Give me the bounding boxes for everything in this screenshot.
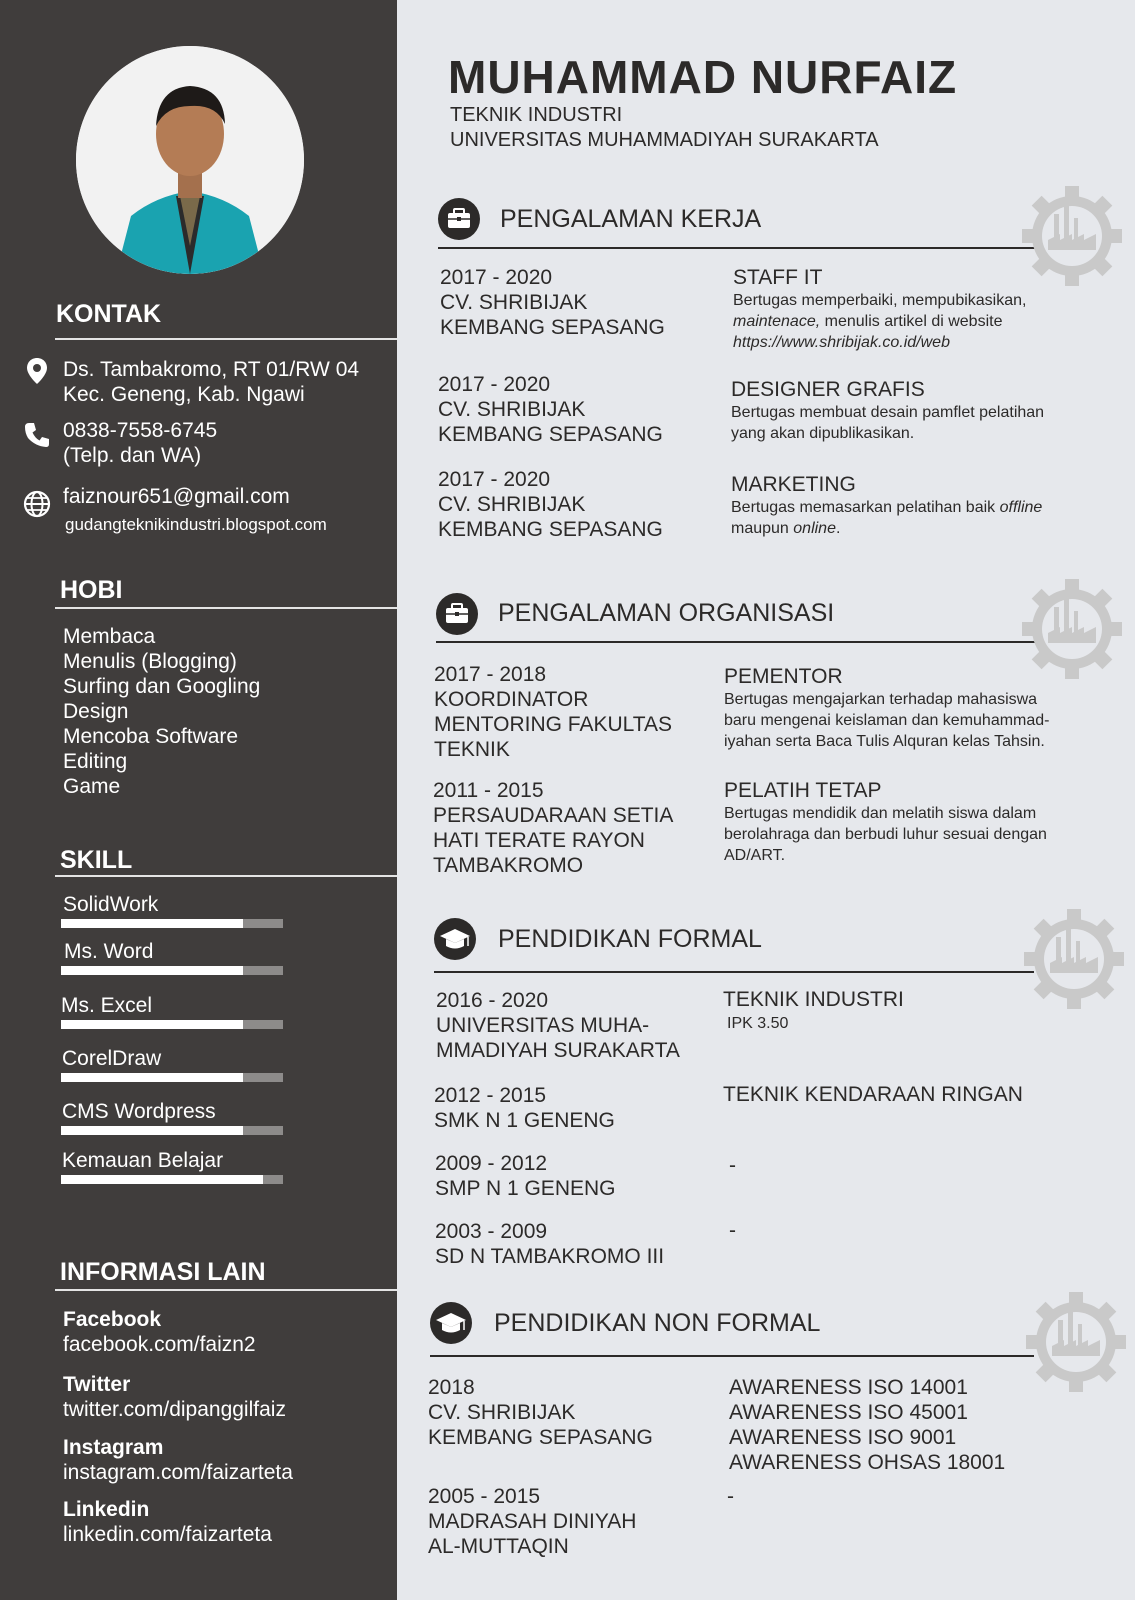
skill-label: CorelDraw [62, 1047, 162, 1070]
skill-label: CMS Wordpress [62, 1100, 216, 1123]
factory-gear-icon [1022, 907, 1126, 1011]
edu-major: - [729, 1219, 736, 1242]
job-role: MARKETING [731, 473, 856, 496]
org-name: PERSAUDARAAN SETIA [433, 804, 674, 827]
skill-bar [61, 1175, 283, 1184]
list-item: Mencoba Software [63, 725, 239, 748]
edu-period: 2012 - 2015 [434, 1084, 547, 1107]
edu-major: TEKNIK INDUSTRI [723, 988, 904, 1011]
list-item: Design [63, 700, 129, 723]
org-role: PEMENTOR [724, 665, 843, 688]
job-entry-2 [438, 372, 663, 447]
edu-major: - [729, 1154, 736, 1177]
edu-entry-3 [435, 1151, 616, 1201]
briefcase-icon [436, 593, 478, 635]
factory-gear-icon [1020, 184, 1124, 288]
briefcase-icon [438, 198, 480, 240]
university-title: UNIVERSITAS MUHAMMADIYAH SURAKARTA [450, 129, 879, 151]
edu-major: TEKNIK KENDARAAN RINGAN [723, 1083, 1023, 1106]
twitter-link[interactable]: twitter.com/dipanggilfaiz [63, 1398, 286, 1421]
job-link[interactable]: https://www.shribijak.co.id/web [733, 334, 950, 351]
edu-school: MMADIYAH SURAKARTA [436, 1039, 680, 1062]
org-entry-2 [433, 778, 673, 878]
job-desc: menulis artikel di website [820, 313, 1003, 330]
job-role: DESIGNER GRAFIS [731, 378, 925, 401]
instagram-link[interactable]: instagram.com/faizarteta [63, 1461, 293, 1484]
edu-note: IPK 3.50 [727, 1015, 789, 1032]
job-period: 2017 - 2020 [438, 468, 551, 491]
edu-period: 2009 - 2012 [435, 1152, 548, 1175]
profile-photo [76, 46, 304, 274]
job-detail-2 [731, 377, 1044, 444]
skill-label: SolidWork [63, 893, 159, 916]
edu-school: SMK N 1 GENENG [434, 1109, 615, 1132]
linkedin-link[interactable]: linkedin.com/faizarteta [63, 1523, 272, 1546]
phone-note: (Telp. dan WA) [63, 444, 202, 467]
skill-bar [61, 1126, 283, 1135]
skill-bar [61, 1020, 283, 1029]
org-detail-1 [724, 664, 1050, 752]
kontak-title: KONTAK [56, 300, 162, 328]
edu-period: 2003 - 2009 [435, 1220, 548, 1243]
graduation-cap-icon [430, 1302, 472, 1344]
job-desc: online [793, 520, 836, 537]
org-name: MENTORING FAKULTAS [434, 713, 673, 736]
skill-title: SKILL [60, 846, 133, 874]
edu-school: SD N TAMBAKROMO III [435, 1245, 665, 1268]
edu-entry-1 [436, 988, 680, 1063]
org-entry-1 [434, 662, 672, 762]
course-cert: AWARENESS ISO 45001 [729, 1401, 968, 1424]
org-period: 2011 - 2015 [433, 779, 544, 802]
location-pin-icon [22, 356, 52, 386]
course-entry-1 [428, 1375, 653, 1450]
skill-label: Ms. Excel [61, 994, 153, 1017]
skill-bar-fill [61, 1073, 243, 1082]
skill-label: Ms. Word [64, 940, 154, 963]
skill-bar-fill [61, 966, 243, 975]
edu-school: UNIVERSITAS MUHA- [436, 1014, 650, 1037]
person-name: MUHAMMAD NURFAIZ [448, 51, 958, 103]
org-desc: berolahraga dan berbudi luhur sesuai dengan [724, 826, 1047, 843]
edu-entry-2 [434, 1083, 615, 1133]
org-name: TAMBAKROMO [433, 854, 584, 877]
organisasi-divider [436, 641, 1036, 643]
job-desc: yang akan dipublikasikan. [731, 425, 915, 442]
factory-gear-icon [1024, 1290, 1128, 1394]
job-desc: offline [999, 499, 1043, 516]
job-period: 2017 - 2020 [438, 373, 551, 396]
globe-icon [22, 489, 52, 519]
org-desc: baru mengenai keislaman dan kemuhammad- [724, 712, 1050, 729]
job-detail-1 [733, 265, 1026, 353]
info-divider [55, 1289, 397, 1291]
course-period: 2018 [428, 1376, 475, 1399]
course-entry-2 [428, 1484, 636, 1559]
job-period: 2017 - 2020 [440, 266, 553, 289]
skill-bar-fill [61, 1020, 243, 1029]
facebook-link[interactable]: facebook.com/faizn2 [63, 1333, 256, 1356]
job-org: KEMBANG SEPASANG [438, 423, 663, 446]
hobi-list [63, 624, 260, 799]
org-detail-2 [724, 778, 1047, 866]
linkedin-label: Linkedin [63, 1498, 150, 1521]
list-item: Surfing dan Googling [63, 675, 261, 698]
job-org: KEMBANG SEPASANG [440, 316, 665, 339]
twitter-label: Twitter [63, 1373, 131, 1396]
job-org: KEMBANG SEPASANG [438, 518, 663, 541]
kontak-divider [55, 338, 397, 340]
course-cert: AWARENESS OHSAS 18001 [729, 1451, 1006, 1474]
course-certs-1 [729, 1375, 1005, 1475]
email-address[interactable]: faiznour651@gmail.com [63, 485, 290, 508]
kerja-divider [438, 247, 1038, 249]
skill-divider [55, 875, 397, 877]
org-desc: iyahan serta Baca Tulis Alquran kelas Tahsin. [724, 733, 1045, 750]
graduation-cap-icon [434, 918, 476, 960]
nonformal-divider [430, 1355, 1034, 1357]
instagram-label: Instagram [63, 1436, 164, 1459]
list-item: Menulis (Blogging) [63, 650, 237, 673]
course-org: MADRASAH DINIYAH [428, 1510, 637, 1533]
edu-school: SMP N 1 GENENG [435, 1177, 616, 1200]
skill-bar [61, 1073, 283, 1082]
course-org: CV. SHRIBIJAK [428, 1401, 576, 1424]
list-item: Membaca [63, 625, 156, 648]
org-desc: Bertugas mendidik dan melatih siswa dalam [724, 805, 1037, 822]
course-cert: AWARENESS ISO 14001 [729, 1376, 968, 1399]
course-cert: - [727, 1485, 734, 1508]
major-title: TEKNIK INDUSTRI [450, 104, 623, 126]
job-desc: Bertugas membuat desain pamflet pelatihan [731, 404, 1045, 421]
job-desc: Bertugas memasarkan pelatihan baik [731, 499, 1000, 516]
address-line-2: Kec. Geneng, Kab. Ngawi [63, 383, 305, 406]
org-name: KOORDINATOR [434, 688, 589, 711]
course-org: AL-MUTTAQIN [428, 1535, 569, 1558]
job-entry-3 [438, 467, 663, 542]
org-name: HATI TERATE RAYON [433, 829, 645, 852]
course-period: 2005 - 2015 [428, 1485, 541, 1508]
list-item: Editing [63, 750, 128, 773]
job-detail-3 [731, 472, 1042, 539]
job-desc: maupun [731, 520, 794, 537]
job-entry-1 [440, 265, 665, 340]
job-desc: maintenace, [733, 313, 821, 330]
skill-bar-fill [61, 1126, 243, 1135]
org-desc: Bertugas mengajarkan terhadap mahasiswa [724, 691, 1038, 708]
nonformal-title: PENDIDIKAN NON FORMAL [494, 1309, 821, 1337]
org-desc: AD/ART. [724, 847, 786, 864]
phone-number: 0838-7558-6745 [63, 419, 218, 442]
sidebar [0, 0, 397, 1600]
skill-bar-fill [61, 1175, 263, 1184]
job-org: CV. SHRIBIJAK [440, 291, 588, 314]
org-period: 2017 - 2018 [434, 663, 547, 686]
course-org: KEMBANG SEPASANG [428, 1426, 653, 1449]
skill-bar [61, 919, 283, 928]
job-role: STAFF IT [733, 266, 823, 289]
facebook-label: Facebook [63, 1308, 162, 1331]
hobi-title: HOBI [60, 576, 123, 604]
job-desc: . [835, 520, 841, 537]
course-cert: AWARENESS ISO 9001 [729, 1426, 957, 1449]
hobi-divider [55, 607, 397, 609]
skill-label: Kemauan Belajar [62, 1149, 224, 1172]
phone-icon [22, 420, 52, 450]
formal-divider [434, 971, 1034, 973]
skill-bar-fill [61, 919, 243, 928]
org-role: PELATIH TETAP [724, 779, 882, 802]
job-desc: Bertugas memperbaiki, mempubikasikan, [733, 292, 1027, 309]
job-org: CV. SHRIBIJAK [438, 493, 586, 516]
address-line-1: Ds. Tambakromo, RT 01/RW 04 [63, 358, 360, 381]
edu-entry-4 [435, 1219, 664, 1269]
skill-bar [61, 966, 283, 975]
edu-period: 2016 - 2020 [436, 989, 549, 1012]
info-title: INFORMASI LAIN [60, 1258, 266, 1286]
job-org: CV. SHRIBIJAK [438, 398, 586, 421]
organisasi-title: PENGALAMAN ORGANISASI [498, 599, 835, 627]
blog-url[interactable]: gudangteknikindustri.blogspot.com [65, 515, 327, 534]
kerja-title: PENGALAMAN KERJA [500, 205, 762, 233]
org-name: TEKNIK [434, 738, 510, 761]
formal-title: PENDIDIKAN FORMAL [498, 925, 762, 953]
list-item: Game [63, 775, 121, 798]
